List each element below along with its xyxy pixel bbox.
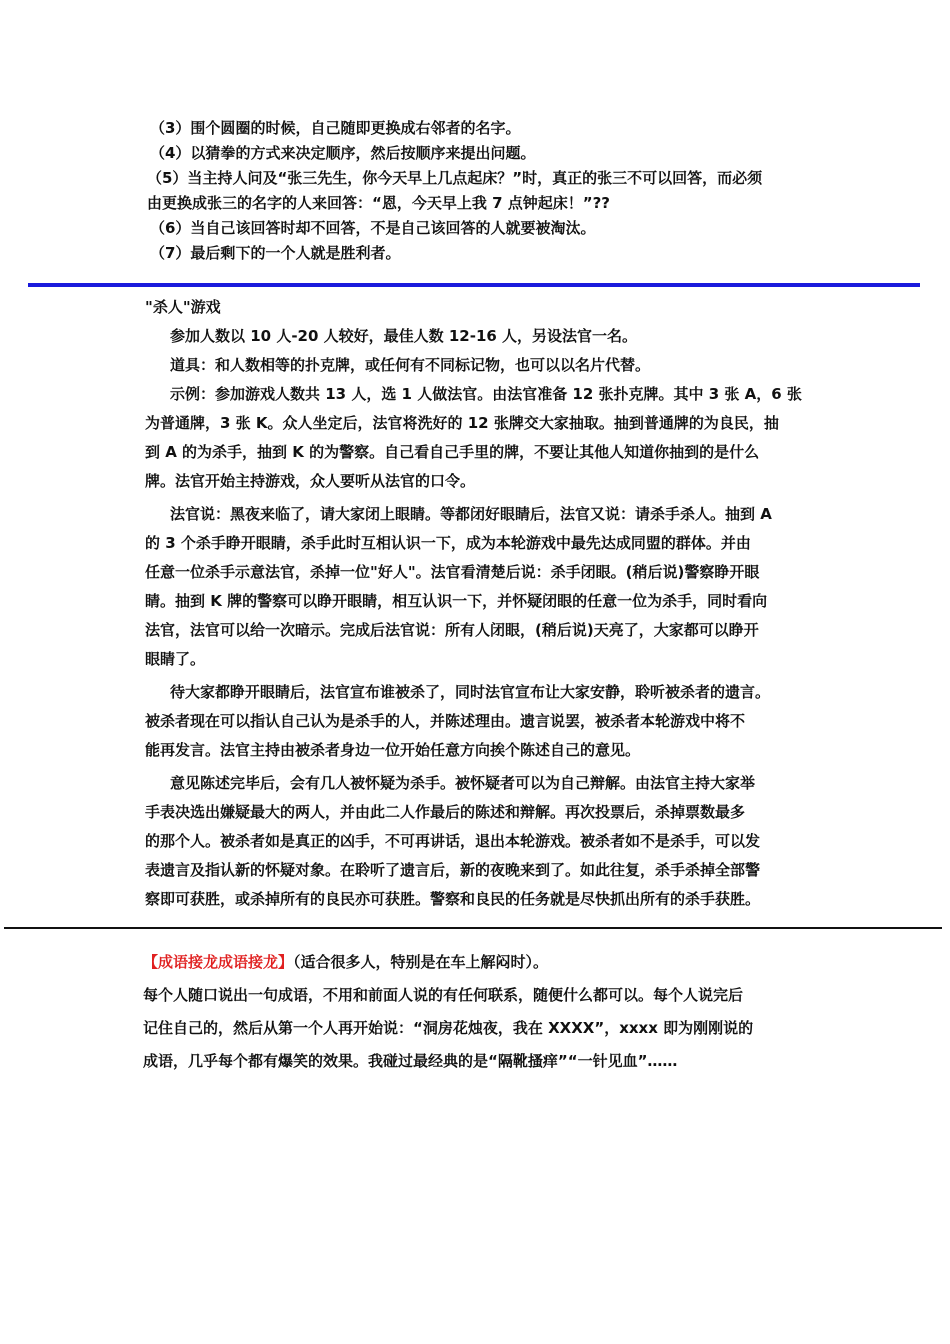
section-divider-blue [28, 283, 920, 287]
section-divider-black [4, 927, 942, 929]
idiom-game-subtitle: （适合很多人，特别是在车上解闷时）。 [293, 953, 549, 971]
rule-item-5-line-2: 由更换成张三的名字的人来回答：“恩，今天早上我 7 点钟起床！”?? [147, 194, 611, 212]
killer-game-line: 任意一位杀手示意法官，杀掉一位"好人"。法官看清楚后说：杀手闭眼。(稍后说)警察睁开眼 [145, 563, 760, 581]
killer-game-line: 道具：和人数相等的扑克牌，或任何有不同标记物，也可以以名片代替。 [170, 356, 651, 374]
rule-item-6: （6）当自己该回答时却不回答，不是自己该回答的人就要被淘汰。 [150, 219, 596, 237]
killer-game-line: 的那个人。被杀者如是真正的凶手，不可再讲话，退出本轮游戏。被杀者如不是杀手，可以发 [145, 832, 761, 850]
killer-game-line: 能再发言。法官主持由被杀者身边一位开始任意方向挨个陈述自己的意见。 [145, 741, 641, 759]
killer-game-line: 法官说：黑夜来临了，请大家闭上眼睛。等都闭好眼睛后，法官又说：请杀手杀人。抽到 A [170, 505, 772, 523]
idiom-game-heading [143, 952, 548, 972]
killer-game-line: 到 A 的为杀手，抽到 K 的为警察。自己看自己手里的牌，不要让其他人知道你抽到的是什么 [145, 443, 760, 461]
killer-game-line: 表遗言及指认新的怀疑对象。在聆听了遗言后，新的夜晚来到了。如此往复，杀手杀掉全部警 [145, 861, 761, 879]
killer-game-line: 待大家都睁开眼睛后，法官宣布谁被杀了，同时法官宣布让大家安静，聆听被杀者的遗言。 [170, 683, 771, 701]
idiom-game-line: 记住自己的，然后从第一个人再开始说：“洞房花烛夜，我在 XXXX”，xxxx 即为刚刚说的 [143, 1019, 754, 1037]
killer-game-line: 睛。抽到 K 牌的警察可以睁开眼睛，相互认识一下，并怀疑闭眼的任意一位为杀手，同时看向 [145, 592, 768, 610]
idiom-game-line: 成语，几乎每个都有爆笑的效果。我碰过最经典的是“隔靴搔痒”“一针见血”…… [143, 1052, 678, 1070]
rule-item-5-line-1: （5）当主持人问及“张三先生，你今天早上几点起床？”时，真正的张三不可以回答，而必须 [147, 169, 763, 187]
killer-game-line: 眼睛了。 [145, 650, 206, 668]
killer-game-line: 参加人数以 10 人-20 人较好，最佳人数 12-16 人，另设法官一名。 [170, 327, 638, 345]
killer-game-title: "杀人"游戏 [145, 298, 221, 316]
killer-game-line: 为普通牌，3 张 K。众人坐定后，法官将洗好的 12 张牌交大家抽取。抽到普通牌的为良民，抽 [145, 414, 779, 432]
killer-game-line: 被杀者现在可以指认自己认为是杀手的人，并陈述理由。遗言说罢，被杀者本轮游戏中将不 [145, 712, 746, 730]
killer-game-line: 示例：参加游戏人数共 13 人，选 1 人做法官。由法官准备 12 张扑克牌。其中 3 张 A，6 张 [170, 385, 802, 403]
killer-game-line: 的 3 个杀手睁开眼睛，杀手此时互相认识一下，成为本轮游戏中最先达成同盟的群体。并由 [145, 534, 751, 552]
killer-game-line: 牌。法官开始主持游戏，众人要听从法官的口令。 [145, 472, 476, 490]
killer-game-line: 意见陈述完毕后，会有几人被怀疑为杀手。被怀疑者可以为自己辩解。由法官主持大家举 [170, 774, 756, 792]
idiom-game-line: 每个人随口说出一句成语，不用和前面人说的有任何联系，随便什么都可以。每个人说完后 [143, 986, 744, 1004]
idiom-game-title: 【成语接龙成语接龙】 [143, 953, 294, 971]
killer-game-line: 手表决选出嫌疑最大的两人，并由此二人作最后的陈述和辩解。再次投票后，杀掉票数最多 [145, 803, 746, 821]
killer-game-line: 法官，法官可以给一次暗示。完成后法官说：所有人闭眼，(稍后说)天亮了，大家都可以睁开 [145, 621, 759, 639]
rule-item-7: （7）最后剩下的一个人就是胜利者。 [150, 244, 401, 262]
rule-item-3: （3）围个圆圈的时候，自己随即更换成右邻者的名字。 [150, 119, 521, 137]
killer-game-line: 察即可获胜，或杀掉所有的良民亦可获胜。警察和良民的任务就是尽快抓出所有的杀手获胜。 [145, 890, 761, 908]
rule-item-4: （4）以猜拳的方式来决定顺序，然后按顺序来提出问题。 [150, 144, 536, 162]
